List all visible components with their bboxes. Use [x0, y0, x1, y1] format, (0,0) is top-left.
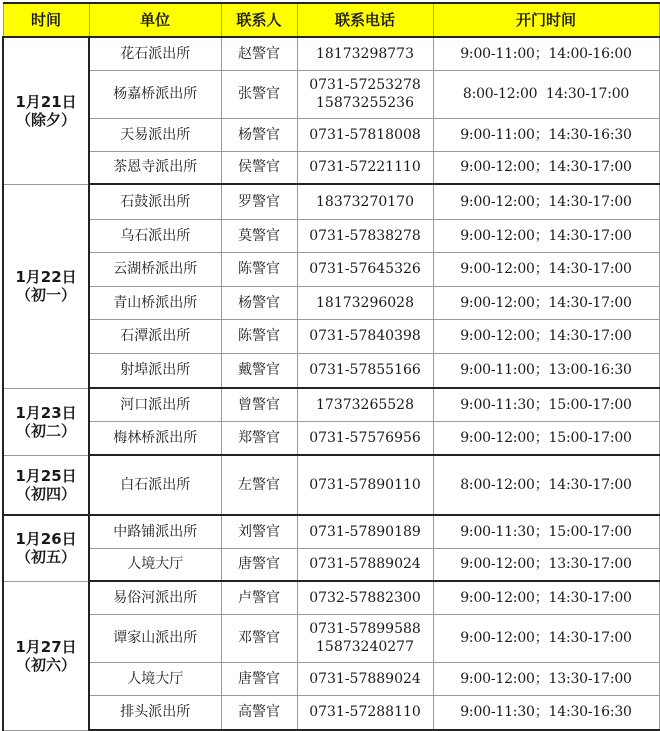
table-row: [3, 252, 659, 286]
contact-cell: 邓警官: [221, 614, 297, 662]
header-contact: 联系人: [221, 3, 297, 37]
contact-cell: 杨警官: [221, 118, 297, 151]
hours-cell: 8:00-12:00；14:30-17:00: [433, 455, 659, 515]
date-text: 1月21日: [15, 92, 77, 111]
table-row: [3, 515, 659, 548]
hours-cell: 9:00-12:00；13:30-17:00: [433, 662, 659, 695]
table-row: [3, 614, 659, 662]
table-row: [3, 581, 659, 614]
phone-number: 0731-57645326: [309, 261, 421, 277]
date-cell: [3, 581, 89, 730]
contact-cell: 侯警官: [221, 151, 297, 184]
phone-cell: [297, 118, 433, 151]
table-row: [3, 662, 659, 695]
phone-number: 0731-57855166: [309, 362, 421, 379]
table-row: [3, 319, 659, 353]
unit-cell: 天易派出所: [89, 118, 221, 151]
phone-cell: [297, 319, 433, 353]
phone-cell: [297, 614, 433, 662]
header-row: [3, 3, 659, 37]
table-row: [3, 548, 659, 581]
unit-cell: 花石派出所: [89, 37, 221, 70]
date-cell: [3, 388, 89, 455]
contact-cell: 刘警官: [221, 515, 297, 548]
date-cell: [3, 37, 89, 184]
date-cell: [3, 455, 89, 515]
hours-cell: 9:00-11:30；15:00-17:00: [433, 388, 659, 421]
contact-cell: 陈警官: [221, 319, 297, 353]
phone-number: 0731-57889024: [309, 670, 421, 687]
table-row: [3, 455, 659, 515]
hours-cell: 9:00-12:00；14:30-17:00: [433, 219, 659, 252]
hours-cell: 9:00-12:00；15:00-17:00: [433, 421, 659, 455]
festival-label: （初二）: [15, 421, 76, 440]
contact-cell: 卢警官: [221, 581, 297, 614]
hours-cell: 9:00-12:00；14:30-17:00: [433, 252, 659, 286]
phone-number: 17373265528: [316, 396, 414, 413]
hours-cell: 9:00-11:00；14:30-16:30: [433, 118, 659, 151]
phone-number: 15873240277: [316, 639, 414, 655]
contact-cell: 赵警官: [221, 37, 297, 70]
hours-cell: 9:00-12:00；14:30-17:00: [433, 184, 659, 219]
phone-cell: [297, 421, 433, 455]
phone-number: 0731-57890189: [309, 523, 421, 540]
phone-cell: [297, 455, 433, 515]
unit-cell: 射埠派出所: [89, 353, 221, 388]
phone-number: 0731-57288110: [309, 704, 421, 721]
date-text: 1月25日: [15, 466, 77, 485]
phone-cell: [297, 184, 433, 219]
table-row: [3, 37, 659, 70]
phone-cell: [297, 151, 433, 184]
table-row: [3, 695, 659, 730]
contact-cell: 莫警官: [221, 219, 297, 252]
hours-cell: 9:00-12:00；14:30-17:00: [433, 614, 659, 662]
contact-cell: 戴警官: [221, 353, 297, 388]
phone-cell: [297, 252, 433, 286]
hours-cell: 9:00-11:30；15:00-17:00: [433, 515, 659, 548]
phone-cell: [297, 695, 433, 730]
table-row: [3, 118, 659, 151]
unit-cell: 河口派出所: [89, 388, 221, 421]
date-cell: [3, 515, 89, 581]
phone-number: 18173296028: [316, 294, 414, 311]
phone-number: 0731-57890110: [309, 477, 421, 493]
phone-cell: [297, 219, 433, 252]
contact-cell: 左警官: [221, 455, 297, 515]
phone-cell: [297, 515, 433, 548]
contact-cell: 唐警官: [221, 662, 297, 695]
festival-label: （除夕）: [15, 110, 76, 129]
contact-cell: 曾警官: [221, 388, 297, 421]
police-station-schedule-table: [2, 2, 660, 731]
unit-cell: 乌石派出所: [89, 219, 221, 252]
contact-cell: 张警官: [221, 70, 297, 118]
hours-cell: 9:00-11:00；13:00-16:30: [433, 353, 659, 388]
header-time: 时间: [3, 3, 89, 37]
unit-cell: 青山桥派出所: [89, 286, 221, 319]
phone-cell: [297, 581, 433, 614]
unit-cell: 石鼓派出所: [89, 184, 221, 219]
festival-label: （初五）: [15, 548, 76, 567]
unit-cell: 谭家山派出所: [89, 614, 221, 662]
table-row: [3, 151, 659, 184]
unit-cell: 易俗河派出所: [89, 581, 221, 614]
festival-label: （初一）: [15, 286, 76, 304]
phone-number: 0731-57221110: [309, 159, 421, 176]
phone-number: 18173298773: [316, 45, 414, 62]
phone-number: 0731-57838278: [309, 227, 421, 244]
table-row: [3, 184, 659, 219]
hours-cell: 9:00-12:00；14:30-17:00: [433, 319, 659, 353]
table-row: [3, 388, 659, 421]
table-row: [3, 421, 659, 455]
table-body: [3, 37, 659, 730]
unit-cell: 杨嘉桥派出所: [89, 70, 221, 118]
festival-label: （初六）: [15, 655, 76, 674]
phone-number: 0731-57889024: [309, 556, 421, 573]
hours-cell: 9:00-11:30；14:30-16:30: [433, 695, 659, 730]
phone-number: 0731-57899588: [309, 621, 421, 637]
date-text: 1月22日: [15, 268, 77, 286]
table-row: [3, 353, 659, 388]
unit-cell: 石潭派出所: [89, 319, 221, 353]
phone-number: 0731-57818008: [309, 126, 421, 143]
phone-number: 18373270170: [316, 193, 414, 210]
header-hours: 开门时间: [433, 3, 659, 37]
unit-cell: 中路铺派出所: [89, 515, 221, 548]
unit-cell: 茶恩寺派出所: [89, 151, 221, 184]
hours-cell: 9:00-12:00；14:30-17:00: [433, 151, 659, 184]
unit-cell: 云湖桥派出所: [89, 252, 221, 286]
phone-cell: [297, 70, 433, 118]
contact-cell: 杨警官: [221, 286, 297, 319]
contact-cell: 陈警官: [221, 252, 297, 286]
date-text: 1月27日: [15, 637, 77, 656]
unit-cell: 人境大厅: [89, 548, 221, 581]
phone-number: 15873255236: [316, 95, 414, 111]
header-unit: 单位: [89, 3, 221, 37]
date-text: 1月23日: [15, 403, 77, 422]
phone-number: 0731-57253278: [309, 77, 421, 93]
table-row: [3, 219, 659, 252]
phone-cell: [297, 37, 433, 70]
table-row: [3, 286, 659, 319]
hours-cell: 9:00-12:00；14:30-17:00: [433, 286, 659, 319]
unit-cell: 排头派出所: [89, 695, 221, 730]
phone-cell: [297, 353, 433, 388]
contact-cell: 郑警官: [221, 421, 297, 455]
hours-cell: 9:00-12:00；14:30-17:00: [433, 581, 659, 614]
unit-cell: 白石派出所: [89, 455, 221, 515]
hours-cell: 9:00-11:00；14:00-16:00: [433, 37, 659, 70]
table-row: [3, 70, 659, 118]
header-phone: 联系电话: [297, 3, 433, 37]
phone-number: 0731-57840398: [309, 328, 421, 344]
date-text: 1月26日: [15, 530, 77, 549]
phone-cell: [297, 662, 433, 695]
phone-number: 0731-57576956: [309, 429, 421, 446]
phone-cell: [297, 286, 433, 319]
phone-cell: [297, 548, 433, 581]
contact-cell: 唐警官: [221, 548, 297, 581]
festival-label: （初四）: [15, 484, 76, 503]
phone-cell: [297, 388, 433, 421]
phone-number: 0732-57882300: [309, 589, 421, 606]
unit-cell: 人境大厅: [89, 662, 221, 695]
date-cell: [3, 184, 89, 388]
hours-cell: 8:00-12:00 14:30-17:00: [433, 70, 659, 118]
contact-cell: 罗警官: [221, 184, 297, 219]
hours-cell: 9:00-12:00；13:30-17:00: [433, 548, 659, 581]
unit-cell: 梅林桥派出所: [89, 421, 221, 455]
contact-cell: 高警官: [221, 695, 297, 730]
